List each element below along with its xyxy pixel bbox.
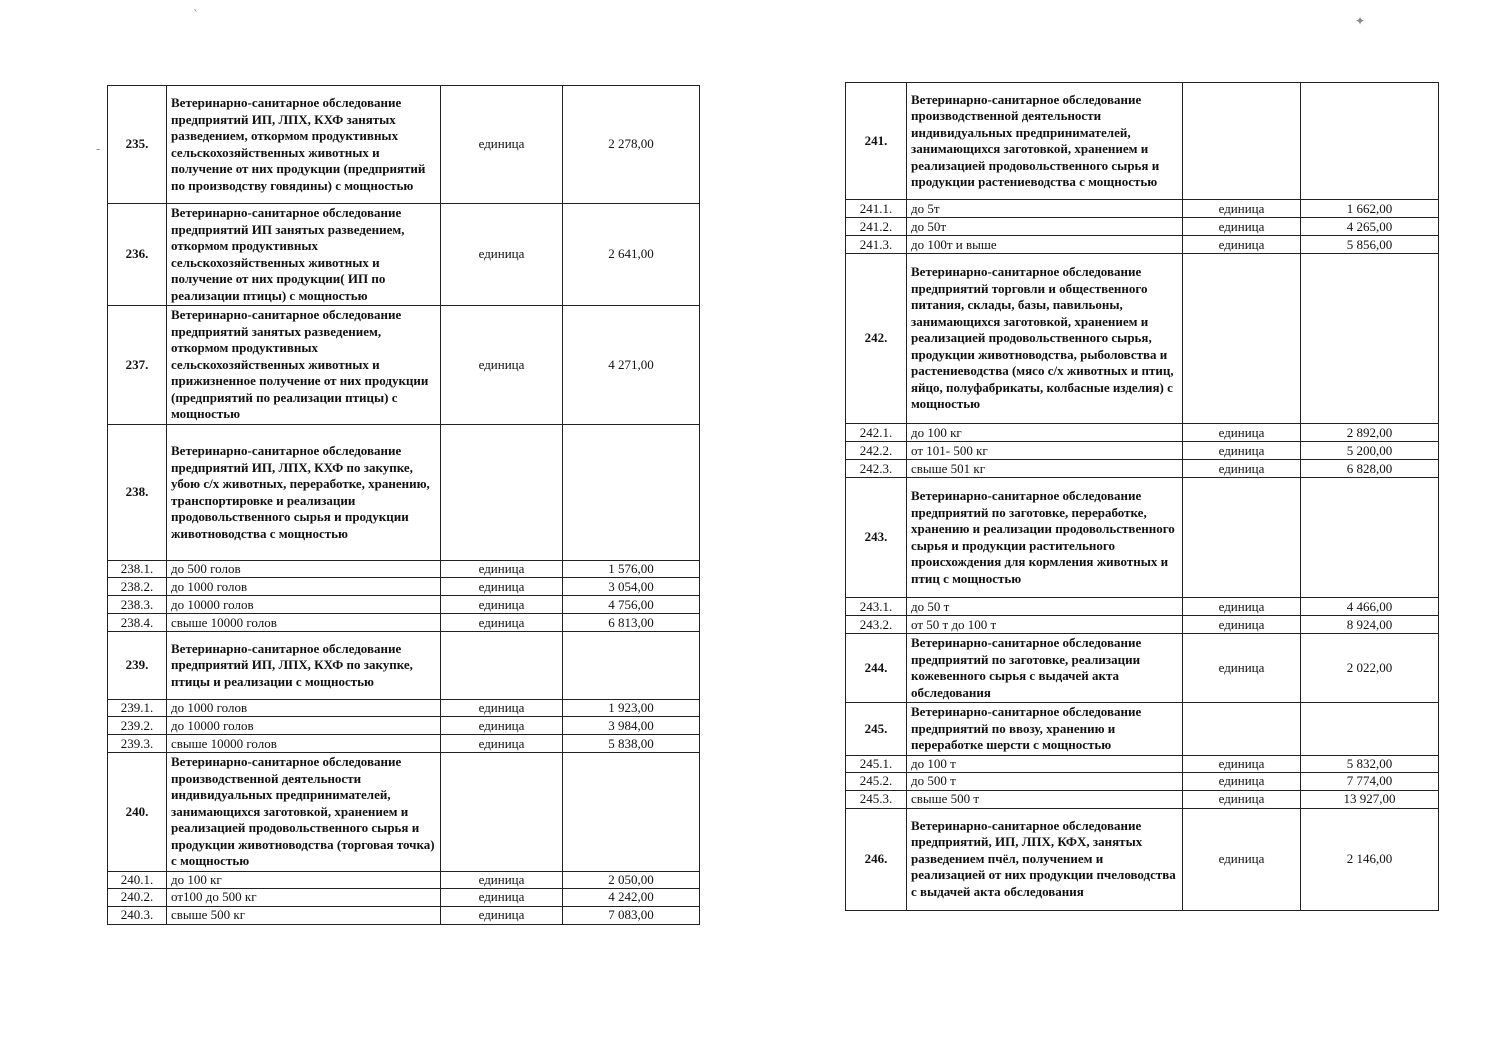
row-number: 240.1.: [108, 871, 167, 888]
table-row: [846, 200, 1439, 218]
table-row-section: [846, 254, 1439, 424]
table-row-section: [846, 703, 1439, 756]
table-row-section: [846, 808, 1439, 910]
row-number: 245.: [846, 703, 907, 756]
row-price: 4 271,00: [563, 306, 700, 425]
row-number: 239.1.: [108, 700, 167, 717]
row-number: 245.1.: [846, 755, 907, 772]
row-description: до 100 кг: [907, 424, 1183, 442]
row-unit: единица: [441, 871, 563, 888]
row-price: 4 265,00: [1301, 218, 1439, 236]
row-description: до 1000 голов: [167, 578, 441, 596]
table-row-section: [108, 306, 700, 425]
row-number: 238.: [108, 425, 167, 561]
table-row: [108, 578, 700, 596]
row-unit: единица: [1183, 218, 1301, 236]
row-unit: единица: [1183, 616, 1301, 634]
table-row: [108, 700, 700, 717]
row-description: до 100 т: [907, 755, 1183, 772]
row-description: до 500 т: [907, 772, 1183, 790]
row-number: 242.2.: [846, 442, 907, 460]
row-description: Ветеринарно-санитарное обследование предприятий по ввозу, хранению и переработке шерсти с мощностью: [907, 703, 1183, 756]
table-row: [108, 717, 700, 735]
table-row-section: [108, 753, 700, 872]
row-number: 237.: [108, 306, 167, 425]
table-row: [108, 906, 700, 924]
row-number: 244.: [846, 634, 907, 703]
table-row: [108, 596, 700, 614]
row-price: [563, 425, 700, 561]
row-description: свыше 500 т: [907, 790, 1183, 808]
row-description: до 5т: [907, 200, 1183, 218]
row-number: 241.: [846, 83, 907, 200]
row-unit: единица: [1183, 772, 1301, 790]
scan-speck: ✦: [1355, 14, 1366, 28]
row-unit: единица: [441, 204, 563, 306]
row-unit: единица: [1183, 200, 1301, 218]
row-price: [1301, 703, 1439, 756]
row-price: 3 984,00: [563, 717, 700, 735]
row-price: 2 146,00: [1301, 808, 1439, 910]
row-number: 239.2.: [108, 717, 167, 735]
row-price: [563, 753, 700, 872]
row-description: Ветеринарно-санитарное обследование производственной деятельности индивидуальных предпринимателей, занимающихся заготовкой, хранением и реализацией продовольственного сырья и продукции растениеводства с мощностью: [907, 83, 1183, 200]
row-unit: единица: [1183, 755, 1301, 772]
row-unit: единица: [441, 578, 563, 596]
row-number: 238.4.: [108, 614, 167, 632]
row-number: 240.2.: [108, 888, 167, 906]
row-description: Ветеринарно-санитарное обследование предприятий ИП, ЛПХ, КХФ по закупке, убою с/х животных, переработке, хранению, транспортировке и реализации продовольственного сырья и продукции животноводства с мощностью: [167, 425, 441, 561]
price-table-left: [107, 85, 700, 925]
row-unit: единица: [1183, 442, 1301, 460]
row-number: 243.: [846, 478, 907, 598]
row-description: Ветеринарно-санитарное обследование предприятий ИП занятых разведением, откормом продуктивных сельскохозяйственных животных и получение от них продукции( ИП по реализации птицы) с мощностью: [167, 204, 441, 306]
row-unit: [1183, 478, 1301, 598]
table-row: [108, 561, 700, 578]
row-price: 8 924,00: [1301, 616, 1439, 634]
row-number: 242.1.: [846, 424, 907, 442]
row-number: 236.: [108, 204, 167, 306]
table-row: [846, 772, 1439, 790]
row-unit: единица: [1183, 790, 1301, 808]
table-row: [846, 616, 1439, 634]
table-row: [846, 442, 1439, 460]
row-number: 240.3.: [108, 906, 167, 924]
row-unit: единица: [441, 700, 563, 717]
row-unit: единица: [441, 888, 563, 906]
table-row-section: [108, 86, 700, 204]
row-number: 245.3.: [846, 790, 907, 808]
row-unit: [441, 632, 563, 700]
table-row: [846, 755, 1439, 772]
row-number: 242.: [846, 254, 907, 424]
row-description: Ветеринарно-санитарное обследование предприятий торговли и общественного питания, склады, базы, павильоны, занимающихся заготовкой, хранением и реализацией продовольственного сырья, продукции животноводства, рыболовства и растениеводства (мясо с/х животных и птиц, яйцо, полуфабрикаты, колбасные изделия) с мощностью: [907, 254, 1183, 424]
row-unit: единица: [441, 596, 563, 614]
table-row: [108, 888, 700, 906]
row-description: до 100 кг: [167, 871, 441, 888]
scan-speck: `: [193, 8, 199, 22]
row-number: 242.3.: [846, 460, 907, 478]
scan-speck: -: [96, 142, 101, 156]
row-price: 2 641,00: [563, 204, 700, 306]
row-number: 241.1.: [846, 200, 907, 218]
row-price: 2 022,00: [1301, 634, 1439, 703]
row-description: Ветеринарно-санитарное обследование предприятий, ИП, ЛПХ, КФХ, занятых разведением пчёл, получением и реализацией от них продукции пчеловодства с выдачей акта обследования: [907, 808, 1183, 910]
row-price: 6 813,00: [563, 614, 700, 632]
row-description: до 50т: [907, 218, 1183, 236]
row-price: 7 083,00: [563, 906, 700, 924]
row-unit: единица: [441, 906, 563, 924]
table-row: [108, 614, 700, 632]
row-description: Ветеринарно-санитарное обследование производственной деятельности индивидуальных предпринимателей, занимающихся заготовкой, хранением и реализацией продовольственного сырья и продукции животноводства (торговая точка) с мощностью: [167, 753, 441, 872]
row-description: от100 до 500 кг: [167, 888, 441, 906]
row-price: 5 838,00: [563, 735, 700, 753]
row-description: до 10000 голов: [167, 717, 441, 735]
row-number: 241.2.: [846, 218, 907, 236]
row-number: 238.3.: [108, 596, 167, 614]
row-price: 1 662,00: [1301, 200, 1439, 218]
row-description: Ветеринарно-санитарное обследование предприятий по заготовке, переработке, хранению и реализации продовольственного сырья и продукции растительного происхождения для кормления животных и птиц с мощностью: [907, 478, 1183, 598]
row-description: до 1000 голов: [167, 700, 441, 717]
row-description: свыше 10000 голов: [167, 735, 441, 753]
row-number: 238.1.: [108, 561, 167, 578]
table-row-section: [108, 204, 700, 306]
row-price: 4 756,00: [563, 596, 700, 614]
table-row: [846, 218, 1439, 236]
row-unit: [1183, 703, 1301, 756]
row-description: от 50 т до 100 т: [907, 616, 1183, 634]
table-row: [846, 598, 1439, 616]
table-row: [846, 236, 1439, 254]
row-description: свыше 500 кг: [167, 906, 441, 924]
row-price: [563, 632, 700, 700]
row-unit: [1183, 83, 1301, 200]
row-description: свыше 10000 голов: [167, 614, 441, 632]
row-description: до 100т и выше: [907, 236, 1183, 254]
row-description: до 10000 голов: [167, 596, 441, 614]
row-description: до 50 т: [907, 598, 1183, 616]
row-price: 6 828,00: [1301, 460, 1439, 478]
row-unit: единица: [1183, 424, 1301, 442]
row-description: свыше 501 кг: [907, 460, 1183, 478]
row-unit: [1183, 254, 1301, 424]
row-description: от 101- 500 кг: [907, 442, 1183, 460]
row-description: Ветеринарно-санитарное обследование предприятий ИП, ЛПХ, КХФ по закупке, птицы и реализации с мощностью: [167, 632, 441, 700]
row-price: 2 278,00: [563, 86, 700, 204]
table-row: [846, 460, 1439, 478]
row-price: 1 576,00: [563, 561, 700, 578]
row-price: [1301, 478, 1439, 598]
table-row: [108, 735, 700, 753]
row-unit: [441, 753, 563, 872]
row-number: 235.: [108, 86, 167, 204]
row-unit: единица: [441, 717, 563, 735]
row-number: 245.2.: [846, 772, 907, 790]
row-unit: единица: [1183, 808, 1301, 910]
row-description: Ветеринарно-санитарное обследование предприятий по заготовке, реализации кожевенного сырья с выдачей акта обследования: [907, 634, 1183, 703]
row-number: 243.2.: [846, 616, 907, 634]
row-unit: единица: [441, 614, 563, 632]
row-unit: единица: [1183, 598, 1301, 616]
row-unit: единица: [441, 86, 563, 204]
row-number: 239.: [108, 632, 167, 700]
table-row-section: [108, 632, 700, 700]
row-unit: единица: [1183, 634, 1301, 703]
table-row-section: [846, 83, 1439, 200]
row-price: 5 200,00: [1301, 442, 1439, 460]
row-price: [1301, 254, 1439, 424]
row-price: [1301, 83, 1439, 200]
row-price: 4 466,00: [1301, 598, 1439, 616]
row-unit: единица: [1183, 236, 1301, 254]
row-price: 2 050,00: [563, 871, 700, 888]
row-unit: единица: [1183, 460, 1301, 478]
row-description: Ветеринарно-санитарное обследование предприятий ИП, ЛПХ, КХФ занятых разведением, откормом продуктивных сельскохозяйственных животных и получение от них продукции (предприятий по производству говядины) с мощностью: [167, 86, 441, 204]
row-number: 241.3.: [846, 236, 907, 254]
row-number: 238.2.: [108, 578, 167, 596]
row-description: до 500 голов: [167, 561, 441, 578]
row-unit: единица: [441, 735, 563, 753]
table-row-section: [846, 634, 1439, 703]
row-number: 243.1.: [846, 598, 907, 616]
row-unit: единица: [441, 561, 563, 578]
table-row: [846, 424, 1439, 442]
row-price: 4 242,00: [563, 888, 700, 906]
table-row: [108, 871, 700, 888]
row-price: 5 856,00: [1301, 236, 1439, 254]
row-price: 13 927,00: [1301, 790, 1439, 808]
row-description: Ветеринарно-санитарное обследование предприятий занятых разведением, откормом продуктивных сельскохозяйственных животных и прижизненное получение от них продукции (предприятий по реализации птицы) с мощностью: [167, 306, 441, 425]
row-unit: [441, 425, 563, 561]
row-price: 3 054,00: [563, 578, 700, 596]
row-unit: единица: [441, 306, 563, 425]
row-number: 239.3.: [108, 735, 167, 753]
row-price: 7 774,00: [1301, 772, 1439, 790]
row-price: 1 923,00: [563, 700, 700, 717]
row-price: 5 832,00: [1301, 755, 1439, 772]
row-number: 240.: [108, 753, 167, 872]
table-row-section: [846, 478, 1439, 598]
table-row-section: [108, 425, 700, 561]
row-number: 246.: [846, 808, 907, 910]
row-price: 2 892,00: [1301, 424, 1439, 442]
price-table-right: [845, 82, 1439, 911]
table-row: [846, 790, 1439, 808]
